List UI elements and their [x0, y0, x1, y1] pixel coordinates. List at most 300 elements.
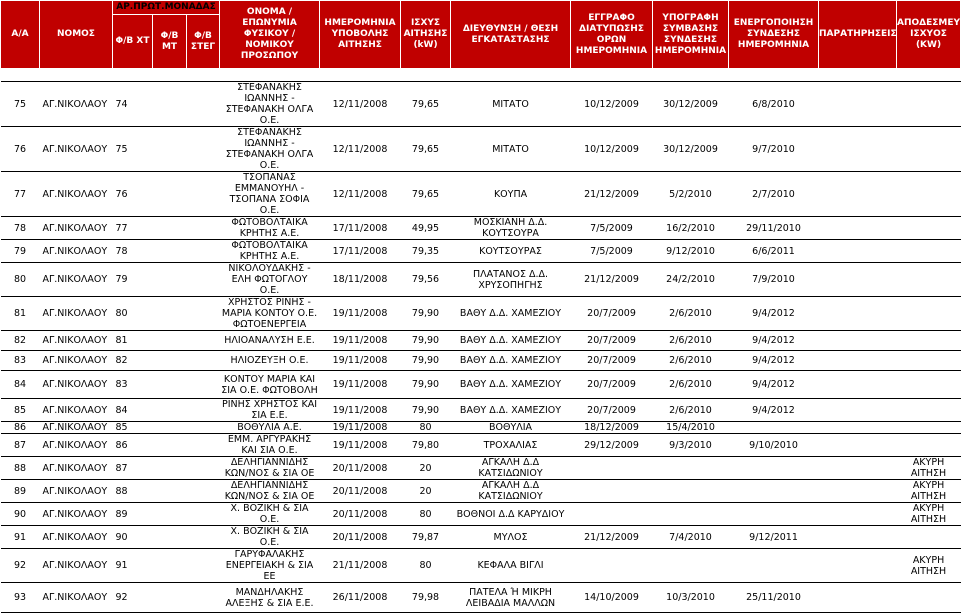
table-row [1, 399, 961, 422]
table-row [1, 583, 961, 613]
row-release [897, 263, 961, 297]
row-ar-prot: 79 [113, 263, 153, 297]
row-contract-date: 9/12/2010 [653, 240, 729, 263]
row-date-submitted: 17/11/2008 [320, 217, 401, 240]
row-fv-mt [153, 526, 187, 549]
row-aa: 79 [1, 240, 40, 263]
row-aa: 86 [1, 422, 40, 434]
row-fv-mt [153, 331, 187, 351]
row-activation-date: 29/11/2010 [729, 217, 819, 240]
row-fv-steg [187, 82, 220, 127]
row-fv-steg [187, 583, 220, 613]
row-address: ΜΙΤΑΤΟ [451, 82, 571, 127]
row-release [897, 297, 961, 331]
row-contract-date: 5/2/2010 [653, 172, 729, 217]
row-ar-prot: 88 [113, 480, 153, 503]
row-address: ΒΑΘΥ Δ.Δ. ΧΑΜΕΖΙΟΥ [451, 331, 571, 351]
row-power: 20 [401, 457, 451, 480]
row-date-submitted: 18/11/2008 [320, 263, 401, 297]
row-nomos: ΑΓ.ΝΙΚΟΛΑΟΥ [40, 434, 113, 457]
row-name: ΔΕΛΗΓΙΑΝΝΙΔΗΣ ΚΩΝ/ΝΟΣ & ΣΙΑ ΟΕ [220, 480, 320, 503]
table-row [1, 331, 961, 351]
row-contract-date [653, 549, 729, 583]
row-address: ΤΡΟΧΑΛΙΑΣ [451, 434, 571, 457]
row-date-submitted: 19/11/2008 [320, 331, 401, 351]
header-fv-xt: Φ/Β ΧΤ [113, 15, 153, 69]
row-aa: 93 [1, 583, 40, 613]
row-fv-steg [187, 526, 220, 549]
row-activation-date: 2/7/2010 [729, 172, 819, 217]
row-address: ΒΑΘΥ Δ.Δ. ΧΑΜΕΖΙΟΥ [451, 371, 571, 399]
row-fv-mt [153, 217, 187, 240]
row-power: 79,65 [401, 127, 451, 172]
row-ar-prot: 92 [113, 583, 153, 613]
row-fv-steg [187, 480, 220, 503]
table-row [1, 434, 961, 457]
row-address: ΑΓΚΑΛΗ Δ.Δ ΚΑΤΣΙΔΩΝΙΟΥ [451, 457, 571, 480]
row-power: 79,80 [401, 434, 451, 457]
row-name: ΡΙΝΗΣ ΧΡΗΣΤΟΣ ΚΑΙ ΣΙΑ Ε.Ε. [220, 399, 320, 422]
row-nomos: ΑΓ.ΝΙΚΟΛΑΟΥ [40, 217, 113, 240]
row-name: ΦΩΤΟΒΟΛΤΑΙΚΑ ΚΡΗΤΗΣ Α.Ε. [220, 217, 320, 240]
row-remarks [819, 127, 897, 172]
row-nomos: ΑΓ.ΝΙΚΟΛΑΟΥ [40, 172, 113, 217]
header-onoma: ΟΝΟΜΑ / ΕΠΩΝΥΜΙΑ ΦΥΣΙΚΟΥ / ΝΟΜΙΚΟΥ ΠΡΟΣΩΠΟΥ [220, 1, 320, 69]
row-name: ΓΑΡΥΦΑΛΑΚΗΣ ΕΝΕΡΓΕΙΑΚΗ & ΣΙΑ ΕΕ [220, 549, 320, 583]
row-terms-date [571, 480, 653, 503]
row-activation-date: 9/12/2011 [729, 526, 819, 549]
row-date-submitted: 20/11/2008 [320, 526, 401, 549]
row-nomos: ΑΓ.ΝΙΚΟΛΑΟΥ [40, 526, 113, 549]
row-nomos: ΑΓ.ΝΙΚΟΛΑΟΥ [40, 82, 113, 127]
row-release: ΑΚΥΡΗ ΑΙΤΗΣΗ [897, 457, 961, 480]
row-fv-steg [187, 172, 220, 217]
row-fv-mt [153, 82, 187, 127]
row-fv-mt [153, 127, 187, 172]
row-contract-date: 2/6/2010 [653, 399, 729, 422]
row-power: 79,90 [401, 371, 451, 399]
row-terms-date: 10/12/2009 [571, 82, 653, 127]
row-ar-prot: 82 [113, 351, 153, 371]
row-aa: 87 [1, 434, 40, 457]
row-aa: 88 [1, 457, 40, 480]
table-row [1, 217, 961, 240]
row-terms-date: 21/12/2009 [571, 263, 653, 297]
row-address: ΚΕΦΑΛΑ ΒΙΓΛΙ [451, 549, 571, 583]
row-fv-steg [187, 217, 220, 240]
row-remarks [819, 399, 897, 422]
row-name: ΒΟΘΥΛΙΑ Α.Ε. [220, 422, 320, 434]
row-aa: 75 [1, 82, 40, 127]
row-activation-date [729, 503, 819, 526]
row-date-submitted: 19/11/2008 [320, 297, 401, 331]
row-fv-mt [153, 263, 187, 297]
row-fv-mt [153, 583, 187, 613]
row-aa: 90 [1, 503, 40, 526]
row-name: ΚΟΝΤΟΥ ΜΑΡΙΑ ΚΑΙ ΣΙΑ Ο.Ε. ΦΩΤΟΒΟΛΗ [220, 371, 320, 399]
row-address: ΠΑΤΕΛΑ Ή ΜΙΚΡΗ ΛΕΙΒΑΔΙΑ ΜΑΛΛΩΝ [451, 583, 571, 613]
row-remarks [819, 422, 897, 434]
row-ar-prot: 90 [113, 526, 153, 549]
row-release [897, 127, 961, 172]
row-power: 79,87 [401, 526, 451, 549]
row-terms-date [571, 549, 653, 583]
row-nomos: ΑΓ.ΝΙΚΟΛΑΟΥ [40, 351, 113, 371]
row-contract-date: 2/6/2010 [653, 371, 729, 399]
row-ar-prot: 91 [113, 549, 153, 583]
header-activation-date: ΕΝΕΡΓΟΠΟΙΗΣΗ ΣΥΝΔΕΣΗΣ ΗΜΕΡΟΜΗΝΙΑ [729, 1, 819, 69]
table-row [1, 371, 961, 399]
row-remarks [819, 263, 897, 297]
row-power: 79,90 [401, 297, 451, 331]
header-fv-steg: Φ/Β ΣΤΕΓ [187, 15, 220, 69]
header-fv-mt: Φ/Β ΜΤ [153, 15, 187, 69]
row-date-submitted: 26/11/2008 [320, 583, 401, 613]
row-contract-date: 16/2/2010 [653, 217, 729, 240]
row-remarks [819, 172, 897, 217]
row-date-submitted: 19/11/2008 [320, 422, 401, 434]
table-row [1, 263, 961, 297]
row-remarks [819, 434, 897, 457]
row-contract-date [653, 503, 729, 526]
row-nomos: ΑΓ.ΝΙΚΟΛΑΟΥ [40, 583, 113, 613]
row-name: Χ. ΒΟΖΙΚΗ & ΣΙΑ Ο.Ε. [220, 503, 320, 526]
row-fv-mt [153, 503, 187, 526]
header-ar-prot: ΑΡ.ΠΡΩΤ.ΜΟΝΑΔΑΣ [113, 1, 220, 15]
row-address: ΑΓΚΑΛΗ Δ.Δ ΚΑΤΣΙΔΩΝΙΟΥ [451, 480, 571, 503]
row-power: 49,95 [401, 217, 451, 240]
row-remarks [819, 82, 897, 127]
row-fv-mt [153, 371, 187, 399]
header-date-submitted: ΗΜΕΡΟΜΗΝΙΑ ΥΠΟΒΟΛΗΣ ΑΙΤΗΣΗΣ [320, 1, 401, 69]
row-release [897, 422, 961, 434]
row-fv-steg [187, 127, 220, 172]
row-contract-date: 2/6/2010 [653, 297, 729, 331]
row-activation-date: 9/4/2012 [729, 331, 819, 351]
row-ar-prot: 84 [113, 399, 153, 422]
row-address: ΒΑΘΥ Δ.Δ. ΧΑΜΕΖΙΟΥ [451, 399, 571, 422]
row-fv-mt [153, 240, 187, 263]
row-aa: 76 [1, 127, 40, 172]
row-activation-date: 9/4/2012 [729, 297, 819, 331]
row-terms-date: 14/10/2009 [571, 583, 653, 613]
row-name: ΝΙΚΟΛΟΥΔΑΚΗΣ - ΕΛΗ ΦΩΤΟΓΛΟΥ Ο.Ε. [220, 263, 320, 297]
row-aa: 83 [1, 351, 40, 371]
table-row [1, 297, 961, 331]
row-fv-steg [187, 371, 220, 399]
row-remarks [819, 351, 897, 371]
row-release [897, 526, 961, 549]
row-address: ΒΑΘΥ Δ.Δ. ΧΑΜΕΖΙΟΥ [451, 351, 571, 371]
row-date-submitted: 12/11/2008 [320, 172, 401, 217]
row-address: ΒΑΘΥ Δ.Δ. ΧΑΜΕΖΙΟΥ [451, 297, 571, 331]
row-fv-steg [187, 422, 220, 434]
row-fv-mt [153, 434, 187, 457]
row-activation-date: 9/10/2010 [729, 434, 819, 457]
row-power: 79,90 [401, 351, 451, 371]
row-ar-prot: 87 [113, 457, 153, 480]
row-terms-date: 29/12/2009 [571, 434, 653, 457]
row-contract-date: 2/6/2010 [653, 331, 729, 351]
row-contract-date: 2/6/2010 [653, 351, 729, 371]
table-row [1, 457, 961, 480]
row-address: ΚΟΥΠΑ [451, 172, 571, 217]
row-date-submitted: 12/11/2008 [320, 82, 401, 127]
row-terms-date: 20/7/2009 [571, 331, 653, 351]
row-activation-date [729, 549, 819, 583]
row-fv-steg [187, 297, 220, 331]
row-ar-prot: 89 [113, 503, 153, 526]
row-address: ΜΙΤΑΤΟ [451, 127, 571, 172]
row-activation-date [729, 457, 819, 480]
row-name: ΜΑΝΔΗΛΑΚΗΣ ΑΛΕΞΗΣ & ΣΙΑ Ε.Ε. [220, 583, 320, 613]
row-remarks [819, 503, 897, 526]
row-date-submitted: 17/11/2008 [320, 240, 401, 263]
row-fv-steg [187, 457, 220, 480]
row-fv-mt [153, 297, 187, 331]
row-power: 80 [401, 422, 451, 434]
row-release [897, 351, 961, 371]
row-activation-date [729, 422, 819, 434]
row-release [897, 371, 961, 399]
row-terms-date: 20/7/2009 [571, 371, 653, 399]
row-fv-mt [153, 172, 187, 217]
row-nomos: ΑΓ.ΝΙΚΟΛΑΟΥ [40, 331, 113, 351]
row-name: ΕΜΜ. ΑΡΓΥΡΑΚΗΣ ΚΑΙ ΣΙΑ Ο.Ε. [220, 434, 320, 457]
row-nomos: ΑΓ.ΝΙΚΟΛΑΟΥ [40, 422, 113, 434]
row-fv-mt [153, 399, 187, 422]
row-date-submitted: 20/11/2008 [320, 480, 401, 503]
row-remarks [819, 583, 897, 613]
row-nomos: ΑΓ.ΝΙΚΟΛΑΟΥ [40, 549, 113, 583]
row-name: ΗΛΙΟΖΕΥΞΗ Ο.Ε. [220, 351, 320, 371]
row-fv-steg [187, 399, 220, 422]
row-activation-date: 9/7/2010 [729, 127, 819, 172]
row-name: ΤΣΟΠΑΝΑΣ ΕΜΜΑΝΟΥΗΛ - ΤΣΟΠΑΝΑ ΣΟΦΙΑ Ο.Ε. [220, 172, 320, 217]
row-power: 79,65 [401, 172, 451, 217]
row-address: ΒΟΘΥΛΙΑ [451, 422, 571, 434]
row-fv-steg [187, 351, 220, 371]
row-terms-date: 10/12/2009 [571, 127, 653, 172]
row-ar-prot: 76 [113, 172, 153, 217]
row-remarks [819, 331, 897, 351]
row-fv-steg [187, 549, 220, 583]
row-release [897, 434, 961, 457]
row-ar-prot: 74 [113, 82, 153, 127]
row-release [897, 583, 961, 613]
table-row [1, 480, 961, 503]
row-aa: 85 [1, 399, 40, 422]
row-ar-prot: 85 [113, 422, 153, 434]
table-row [1, 240, 961, 263]
row-power: 80 [401, 549, 451, 583]
row-terms-date [571, 503, 653, 526]
row-aa: 89 [1, 480, 40, 503]
row-date-submitted: 19/11/2008 [320, 434, 401, 457]
table-row [1, 422, 961, 434]
row-contract-date [653, 480, 729, 503]
row-power: 79,56 [401, 263, 451, 297]
row-ar-prot: 83 [113, 371, 153, 399]
row-contract-date: 10/3/2010 [653, 583, 729, 613]
row-nomos: ΑΓ.ΝΙΚΟΛΑΟΥ [40, 399, 113, 422]
row-date-submitted: 21/11/2008 [320, 549, 401, 583]
row-remarks [819, 480, 897, 503]
row-terms-date: 20/7/2009 [571, 399, 653, 422]
row-date-submitted: 20/11/2008 [320, 503, 401, 526]
row-power: 20 [401, 480, 451, 503]
row-aa: 77 [1, 172, 40, 217]
header-release: ΑΠΟΔΕΣΜΕΥΣΗ ΙΣΧΥΟΣ (KW) [897, 1, 961, 69]
row-fv-steg [187, 434, 220, 457]
header-nomos: ΝΟΜΟΣ [40, 1, 113, 69]
row-contract-date: 15/4/2010 [653, 422, 729, 434]
row-release [897, 217, 961, 240]
row-address: ΜΥΛΟΣ [451, 526, 571, 549]
row-ar-prot: 80 [113, 297, 153, 331]
row-contract-date: 30/12/2009 [653, 127, 729, 172]
table-row [1, 526, 961, 549]
row-fv-steg [187, 263, 220, 297]
row-power: 80 [401, 503, 451, 526]
row-power: 79,98 [401, 583, 451, 613]
row-contract-date: 30/12/2009 [653, 82, 729, 127]
row-activation-date [729, 480, 819, 503]
table-row [1, 127, 961, 172]
row-contract-date: 24/2/2010 [653, 263, 729, 297]
row-terms-date: 20/7/2009 [571, 297, 653, 331]
row-release [897, 399, 961, 422]
row-aa: 92 [1, 549, 40, 583]
row-terms-date: 20/7/2009 [571, 351, 653, 371]
row-nomos: ΑΓ.ΝΙΚΟΛΑΟΥ [40, 240, 113, 263]
header-power: ΙΣΧΥΣ ΑΙΤΗΣΗΣ (kW) [401, 1, 451, 69]
row-activation-date: 9/4/2012 [729, 399, 819, 422]
row-contract-date: 7/4/2010 [653, 526, 729, 549]
row-nomos: ΑΓ.ΝΙΚΟΛΑΟΥ [40, 371, 113, 399]
row-release [897, 331, 961, 351]
row-ar-prot: 86 [113, 434, 153, 457]
row-activation-date: 6/6/2011 [729, 240, 819, 263]
row-power: 79,65 [401, 82, 451, 127]
row-name: ΗΛΙΟΑΝΑΛΥΣΗ Ε.Ε. [220, 331, 320, 351]
row-remarks [819, 297, 897, 331]
row-aa: 82 [1, 331, 40, 351]
row-date-submitted: 19/11/2008 [320, 351, 401, 371]
row-aa: 78 [1, 217, 40, 240]
row-terms-date [571, 457, 653, 480]
row-date-submitted: 12/11/2008 [320, 127, 401, 172]
row-aa: 81 [1, 297, 40, 331]
row-remarks [819, 240, 897, 263]
row-name: ΣΤΕΦΑΝΑΚΗΣ ΙΩΑΝΝΗΣ - ΣΤΕΦΑΝΑΚΗ ΟΛΓΑ Ο.Ε. [220, 82, 320, 127]
table-row [1, 82, 961, 127]
row-fv-mt [153, 351, 187, 371]
row-name: ΦΩΤΟΒΟΛΤΑΙΚΑ ΚΡΗΤΗΣ Α.Ε. [220, 240, 320, 263]
row-nomos: ΑΓ.ΝΙΚΟΛΑΟΥ [40, 480, 113, 503]
row-power: 79,35 [401, 240, 451, 263]
row-fv-steg [187, 503, 220, 526]
row-name: ΧΡΗΣΤΟΣ ΡΙΝΗΣ - ΜΑΡΙΑ ΚΟΝΤΟΥ Ο.Ε. ΦΩΤΟΕΝΕΡΓΕΙΑ [220, 297, 320, 331]
row-remarks [819, 526, 897, 549]
row-address: ΠΛΑΤΑΝΟΣ Δ.Δ. ΧΡΥΣΟΠΗΓΗΣ [451, 263, 571, 297]
row-release [897, 82, 961, 127]
row-date-submitted: 19/11/2008 [320, 399, 401, 422]
header-contract-date: ΥΠΟΓΡΑΦΗ ΣΥΜΒΑΣΗΣ ΣΥΝΔΕΣΗΣ ΗΜΕΡΟΜΗΝΙΑ [653, 1, 729, 69]
header-address: ΔΙΕΥΘΥΝΣΗ / ΘΕΣΗ ΕΓΚΑΤΑΣΤΑΣΗΣ [451, 1, 571, 69]
row-activation-date: 6/8/2010 [729, 82, 819, 127]
row-nomos: ΑΓ.ΝΙΚΟΛΑΟΥ [40, 457, 113, 480]
row-terms-date: 7/5/2009 [571, 217, 653, 240]
header-aa: Α/Α [1, 1, 40, 69]
row-aa: 80 [1, 263, 40, 297]
row-nomos: ΑΓ.ΝΙΚΟΛΑΟΥ [40, 263, 113, 297]
row-power: 79,90 [401, 331, 451, 351]
row-remarks [819, 457, 897, 480]
header-remarks: ΠΑΡΑΤΗΡΗΣΕΙΣ [819, 1, 897, 69]
row-ar-prot: 81 [113, 331, 153, 351]
row-nomos: ΑΓ.ΝΙΚΟΛΑΟΥ [40, 297, 113, 331]
row-remarks [819, 549, 897, 583]
row-contract-date [653, 457, 729, 480]
row-activation-date: 7/9/2010 [729, 263, 819, 297]
row-terms-date: 21/12/2009 [571, 526, 653, 549]
table-row [1, 172, 961, 217]
row-power: 79,90 [401, 399, 451, 422]
row-contract-date: 9/3/2010 [653, 434, 729, 457]
row-release [897, 240, 961, 263]
row-aa: 84 [1, 371, 40, 399]
row-date-submitted: 19/11/2008 [320, 371, 401, 399]
row-fv-mt [153, 422, 187, 434]
row-aa: 91 [1, 526, 40, 549]
row-terms-date: 18/12/2009 [571, 422, 653, 434]
row-remarks [819, 371, 897, 399]
row-activation-date: 9/4/2012 [729, 371, 819, 399]
row-address: ΚΟΥΤΣΟΥΡΑΣ [451, 240, 571, 263]
row-nomos: ΑΓ.ΝΙΚΟΛΑΟΥ [40, 127, 113, 172]
row-nomos: ΑΓ.ΝΙΚΟΛΑΟΥ [40, 503, 113, 526]
row-fv-mt [153, 549, 187, 583]
row-address: ΜΟΣΚΙΑΝΗ Δ.Δ. ΚΟΥΤΣΟΥΡΑ [451, 217, 571, 240]
row-fv-steg [187, 331, 220, 351]
row-ar-prot: 75 [113, 127, 153, 172]
row-ar-prot: 77 [113, 217, 153, 240]
row-name: ΔΕΛΗΓΙΑΝΝΙΔΗΣ ΚΩΝ/ΝΟΣ & ΣΙΑ ΟΕ [220, 457, 320, 480]
row-release [897, 172, 961, 217]
row-activation-date: 9/4/2012 [729, 351, 819, 371]
row-remarks [819, 217, 897, 240]
table-row [1, 549, 961, 583]
row-release: ΑΚΥΡΗ ΑΙΤΗΣΗ [897, 503, 961, 526]
row-fv-mt [153, 457, 187, 480]
row-name: Χ. ΒΟΖΙΚΗ & ΣΙΑ Ο.Ε. [220, 526, 320, 549]
table-row [1, 351, 961, 371]
row-activation-date: 25/11/2010 [729, 583, 819, 613]
row-address: ΒΟΘΝΟΙ Δ.Δ ΚΑΡΥΔΙΟΥ [451, 503, 571, 526]
row-terms-date: 7/5/2009 [571, 240, 653, 263]
row-release: ΑΚΥΡΗ ΑΙΤΗΣΗ [897, 549, 961, 583]
header-terms-date: ΕΓΓΡΑΦΟ ΔΙΑΤΥΠΩΣΗΣ ΟΡΩΝ ΗΜΕΡΟΜΗΝΙΑ [571, 1, 653, 69]
row-release: ΑΚΥΡΗ ΑΙΤΗΣΗ [897, 480, 961, 503]
row-fv-steg [187, 240, 220, 263]
row-terms-date: 21/12/2009 [571, 172, 653, 217]
row-ar-prot: 78 [113, 240, 153, 263]
row-name: ΣΤΕΦΑΝΑΚΗΣ ΙΩΑΝΝΗΣ - ΣΤΕΦΑΝΑΚΗ ΟΛΓΑ Ο.Ε. [220, 127, 320, 172]
row-fv-mt [153, 480, 187, 503]
table-row [1, 503, 961, 526]
row-date-submitted: 20/11/2008 [320, 457, 401, 480]
